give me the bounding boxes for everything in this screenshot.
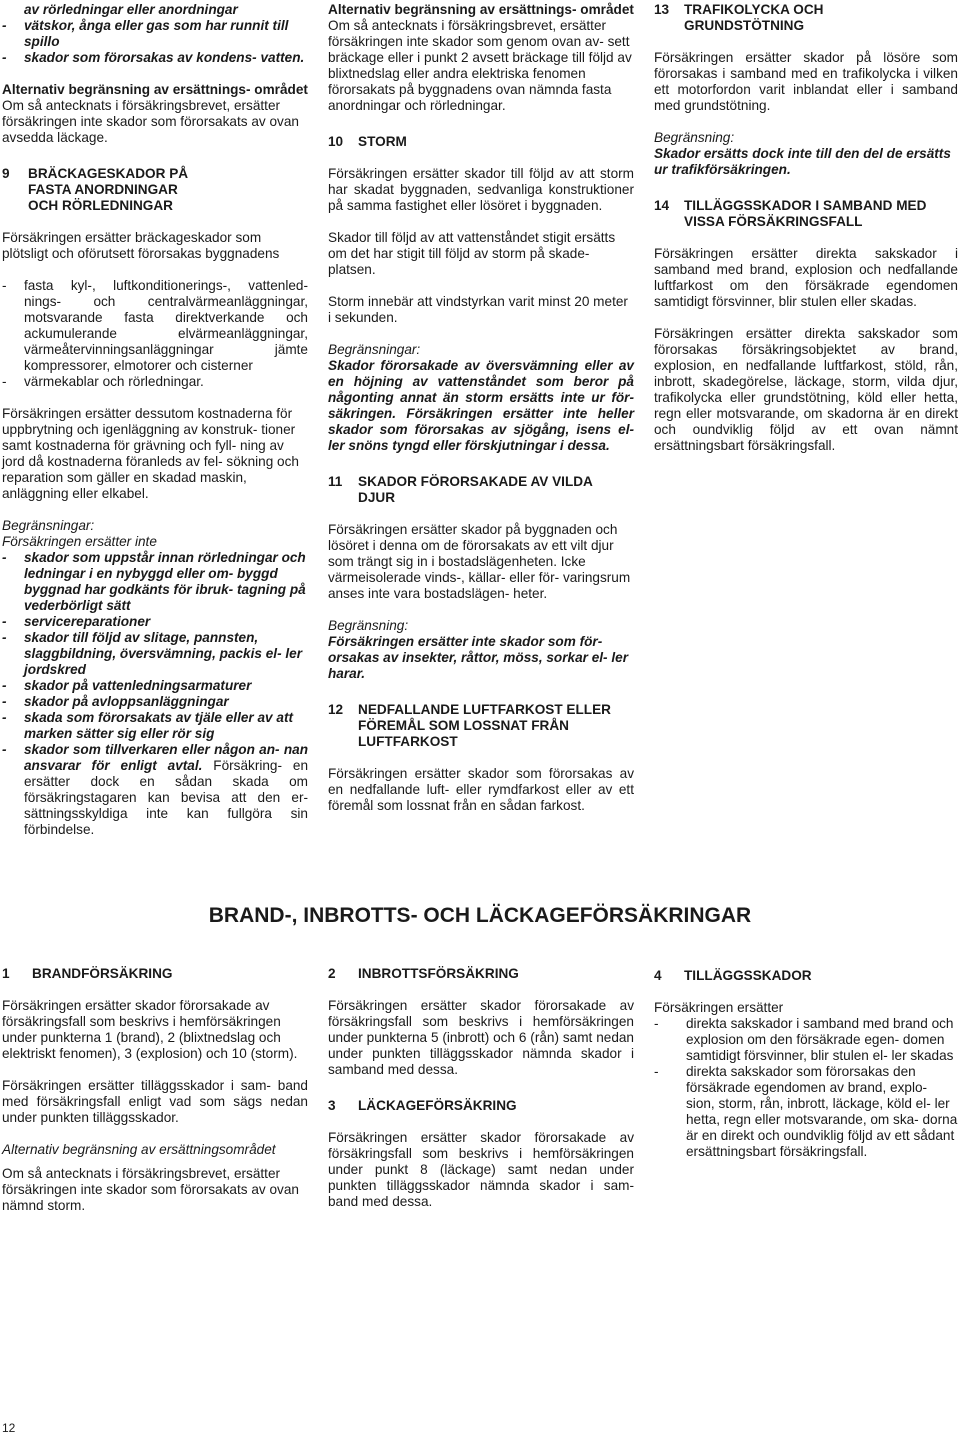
paragraph: Försäkringen ersätter skador förorsakade av försäkringsfall som beskrivs i hemförsäkringen under punkt 8 (läckage) samt nedan under punkten tilläggsskador nämnda skador i sam- band med dessa.: [328, 1130, 634, 1209]
paragraph: Försäkringen ersätter direkta sakskador som förorsakas försäkringsobjektet av brand, explosion, en nedfallande luftfarkost, stöld, rån, inbrott, skadegörelse, läckage, storm, vilda djur, trafikolycka eller grundstötning, köld eller hetta, regn eller motsvarande, om skadorna är en direkt och oundviklig följd av ett ovan nämnt ersättningsbart försäkringsfall.: [654, 326, 958, 453]
section-9-heading: 9 BRÄCKAGESKADOR PÅ FASTA ANORDNINGAR OCH RÖRLEDNINGAR: [2, 166, 189, 213]
paragraph: Om så antecknats i försäkringsbrevet, ersätter försäkringen inte skador som förorsakats av ovan avsedda läckage.: [2, 98, 299, 145]
paragraph: Försäkringen ersätter skador på lösöre som förorsakas i samband med en trafikolycka i vilken ett motorfordon varit inblandat eller i samband med grundstötning.: [654, 50, 958, 113]
limitations-heading: Begränsningar:: [328, 342, 421, 357]
bottom-column-2: [328, 966, 634, 1210]
limitations-text: Försäkringen ersätter inte skador som för- orsakas av insekter, råttor, möss, sorkar el- ler harar.: [328, 634, 628, 681]
limitations-text: Skador ersätts dock inte till den del de ersätts ur trafikförsäkringen.: [654, 146, 951, 177]
bottom-column-3: [654, 968, 958, 1160]
limitations-heading: Begränsning:: [328, 618, 409, 633]
paragraph: Försäkringen ersätter skador förorsakade av försäkringsfall som beskrivs i hemförsäkringen under punkterna 1 (brand), 2 (blixtnedslag och elektriskt fenomen), 3 (explosion) och 10 (storm).: [2, 998, 298, 1061]
section-10-heading: 10 STORM: [328, 134, 407, 149]
list-item: - servicereparationer: [2, 614, 151, 629]
top-column-3: [654, 2, 958, 454]
list-item: - direkta sakskador som förorsakas den försäkrade egendomen av brand, explo- sion, storm, rån, inbrott, läckage, köld el- ler hetta, regn eller motsvarande, om ska- dorna är en direkt och oundviklig följd av ett sådant ersättningsbart försäkringsfall.: [654, 1064, 958, 1159]
list-item: - värmekablar och rörledningar.: [2, 374, 204, 389]
list-item: - skador som förorsakas av kondens- vatten.: [2, 50, 305, 65]
list-item: - skador till följd av slitage, pannsten, slaggbildning, översvämning, packis el- ler jordskred: [2, 630, 302, 677]
paragraph: Försäkringen ersätter bräckageskador som plötsligt och oförutsett förorsakas byggnadens: [2, 230, 280, 261]
section-11-heading: 11 SKADOR FÖRORSAKADE AV VILDA DJUR: [328, 474, 593, 505]
main-title: BRAND-, INBROTTS- OCH LÄCKAGEFÖRSÄKRINGAR: [208, 904, 752, 927]
paragraph: Om så antecknats i försäkringsbrevet, ersätter försäkringen inte skador som genom ovan av- sett bräckage eller i punkt 2 avsett bräckage till följd av blixtnedslag eller andra elektriska fenomen förorsakats på byggnadens ovan nämnda fasta anordningar och rörledningar.: [328, 18, 632, 113]
limitations-heading: Begränsningar:: [2, 518, 95, 533]
paragraph: Försäkringen ersätter skador förorsakade av försäkringsfall som beskrivs i hemförsäkringen under punkterna 5 (inbrott) och 6 (rån) samt nedan under punkten tilläggsskador nämnda skador i samband med dessa.: [328, 998, 634, 1077]
top-column-1: [2, 2, 308, 838]
list-item: - fasta kyl-, luftkonditionerings-, vattenled- nings- och centralvärmeanläggningar, motsvarande fasta direktverkande och ackumulerande elvärmeanläggningar, värmeåtervinningsanläggningar jämte kompressorer, elmotorer och cisterner: [2, 278, 308, 373]
top-column-2: [328, 2, 634, 814]
paragraph: Storm innebär att vindstyrkan varit minst 20 meter i sekunden.: [328, 294, 628, 325]
list-item: - skador som tillverkaren eller någon an- nan ansvarar för enligt avtal. Försäkring- en ersätter dock en sådan skada om försäkringstagaren kan bevisa att den er- sättningsskyldiga inte kan fullgöra sin förbindelse.: [2, 742, 309, 837]
list-item: - vätskor, ånga eller gas som har runnit till spillo: [2, 18, 289, 49]
section-2-heading: 2 INBROTTSFÖRSÄKRING: [328, 966, 519, 981]
section-heading: Alternativ begränsning av ersättningsområdet: [2, 1142, 276, 1157]
paragraph: Försäkringen ersätter skador på byggnaden och lösöret i denna om de förorsakats av ett vilt djur som trängt sig in i bostadslägenheten. Icke värmeisolerade vinds-, källar- eller för- varingsrum anses inte vara bostadslägen- heter.: [328, 522, 631, 601]
paragraph: Försäkringen ersätter direkta sakskador i samband med brand, explosion och nedfallande luftfarkost om den försäkrade egendomen samtidigt försvinner, blir stulen eller skadas.: [654, 246, 958, 309]
bottom-column-1: [2, 966, 308, 1214]
limitations-intro: Försäkringen ersätter inte: [2, 534, 157, 549]
section-1-heading: 1 BRANDFÖRSÄKRING: [2, 966, 173, 981]
paragraph: Om så antecknats i försäkringsbrevet, ersätter försäkringen inte skador som förorsakats av ovan nämnd storm.: [2, 1166, 299, 1213]
list-item: - skador på vattenledningsarmaturer: [2, 678, 252, 693]
list-item: - skada som förorsakats av tjäle eller av att marken sätter sig eller rör sig: [2, 710, 293, 741]
paragraph: Försäkringen ersätter tilläggsskador i sam- band med försäkringsfall enligt vad som sägs nedan under punkten tilläggsskador.: [2, 1078, 308, 1125]
list-item: - skador på avloppsanläggningar: [2, 694, 229, 709]
section-4-heading: 4 TILLÄGGSSKADOR: [654, 968, 812, 983]
list-item: - skador som uppstår innan rörledningar och ledningar i en nybyggd eller om- byggd byggnad har godkänts för ibruk- tagning på vederbörligt sätt: [2, 550, 306, 613]
limitations-text: Skador förorsakade av översvämning eller av en höjning av vattenståndet som beror på någonting annat än storm ersätts inte ur för- säkringen. Försäkringen ersätter inte heller skador som förorsakas av sjögång, isens el- ler snöns tyngd eller förskjutningar i dessa.: [328, 358, 634, 453]
paragraph: Försäkringen ersätter skador som förorsakas av en nedfallande luft- eller rymdfarkost eller av ett föremål som lossnat från en sådan farkost.: [328, 766, 634, 813]
section-14-heading: 14 TILLÄGGSSKADOR I SAMBAND MED VISSA FÖRSÄKRINGSFALL: [654, 198, 927, 229]
paragraph: Försäkringen ersätter skador till följd av att storm har skadat byggnaden, sedvanliga konstruktioner på samma fastighet eller lösöret i byggnaden.: [328, 166, 634, 213]
list-item: - direkta sakskador i samband med brand och explosion om den försäkrade egen- domen samtidigt försvinner, blir stulen el- ler skadas: [654, 1016, 954, 1063]
paragraph: Försäkringen ersätter dessutom kostnaderna för uppbrytning och igenläggning av konstruk- tioner samt kostnaderna för grävning och fyll- ning av jord då kostnaderna föranleds av fel- sökning och reparation som gäller en skadad maskin, anläggning eller elkabel.: [2, 406, 299, 501]
section-heading: Alternativ begränsning av ersättnings- området: [2, 82, 308, 97]
section-3-heading: 3 LÄCKAGEFÖRSÄKRING: [328, 1098, 517, 1113]
section-heading: Alternativ begränsning av ersättnings- området: [328, 2, 634, 17]
section-12-heading: 12 NEDFALLANDE LUFTFARKOST ELLER FÖREMÅL SOM LOSSNAT FRÅN LUFTFARKOST: [328, 702, 611, 749]
page-number: 12: [2, 1421, 16, 1435]
section-13-heading: 13 TRAFIKOLYCKA OCH GRUNDSTÖTNING: [654, 2, 824, 33]
intro-line: av rörledningar eller anordningar: [24, 2, 238, 17]
paragraph: Försäkringen ersätter: [654, 1000, 784, 1015]
paragraph: Skador till följd av att vattenståndet stigit ersätts om det har stigit till följd av storm på skade- platsen.: [328, 230, 616, 277]
limitations-heading: Begränsning:: [654, 130, 735, 145]
